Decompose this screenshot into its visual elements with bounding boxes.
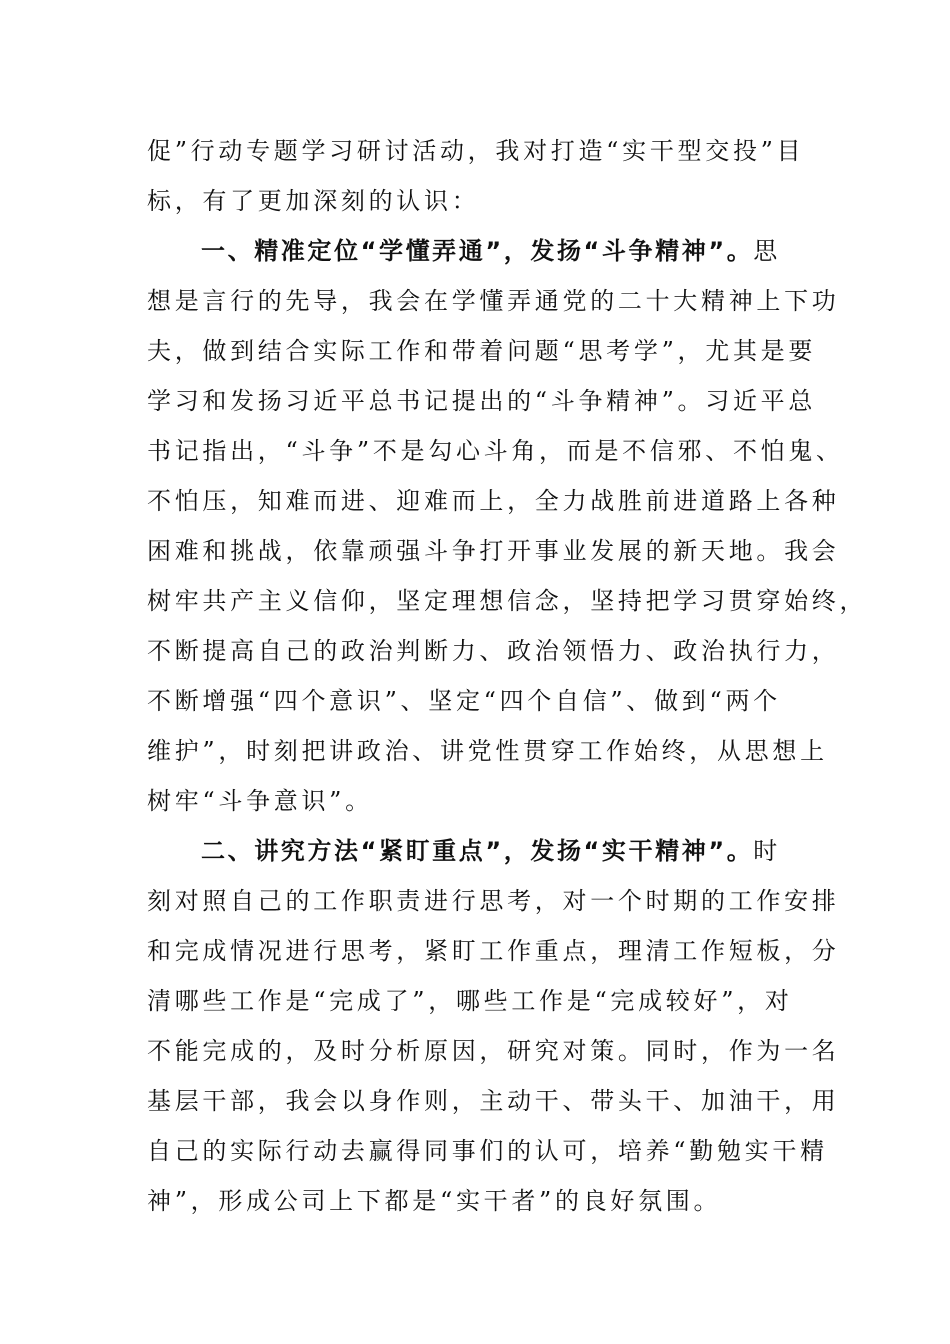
section1-line-3: 学习和发扬习近平总书记提出的“斗争精神”。习近平总 [147, 387, 817, 415]
section1-line-7: 树牢共产主义信仰，坚定理想信念，坚持把学习贯穿始终， [147, 587, 868, 615]
section2-line-2: 和完成情况进行思考，紧盯工作重点，理清工作短板，分 [147, 937, 840, 965]
section1-line-1: 想是言行的先导，我会在学懂弄通党的二十大精神上下功 [147, 287, 840, 315]
section1-first-line [201, 236, 781, 266]
section2-line-3: 清哪些工作是“完成了”，哪些工作是“完成较好”，对 [147, 987, 793, 1015]
section1-line-6: 困难和挑战，依靠顽强斗争打开事业发展的新天地。我会 [147, 537, 840, 565]
section2-line-1: 刻对照自己的工作职责进行思考，对一个时期的工作安排 [147, 887, 840, 915]
section1-line-11: 树牢“斗争意识”。 [147, 787, 373, 815]
section2-line-4: 不能完成的，及时分析原因，研究对策。同时，作为一名 [147, 1037, 840, 1065]
section1-line-9: 不断增强“四个意识”、坚定“四个自信”、做到“两个 [147, 687, 781, 715]
section2-line-7: 神”，形成公司上下都是“实干者”的良好氛围。 [147, 1187, 722, 1215]
section1-first-line-tail: 思 [753, 237, 781, 265]
section2-line-6: 自己的实际行动去赢得同事们的认可，培养“勤勉实干精 [147, 1137, 828, 1165]
section2-heading: 二、讲究方法“紧盯重点”，发扬“实干精神”。 [201, 837, 754, 865]
section1-line-4: 书记指出，“斗争”不是勾心斗角，而是不信邪、不怕鬼、 [147, 437, 844, 465]
section2-first-line-tail: 时 [753, 837, 781, 865]
intro-line-2: 标，有了更加深刻的认识： [147, 187, 480, 215]
section1-line-5: 不怕压，知难而进、迎难而上，全力战胜前进道路上各种 [147, 487, 840, 515]
section1-line-10: 维护”，时刻把讲政治、讲党性贯穿工作始终，从思想上 [147, 737, 828, 765]
section2-first-line [201, 836, 781, 866]
section1-heading: 一、精准定位“学懂弄通”，发扬“斗争精神”。 [201, 237, 754, 265]
section1-line-2: 夫，做到结合实际工作和带着问题“思考学”，尤其是要 [147, 337, 817, 365]
section2-line-5: 基层干部，我会以身作则，主动干、带头干、加油干，用 [147, 1087, 840, 1115]
intro-line-1: 促”行动专题学习研讨活动，我对打造“实干型交投”目 [147, 137, 805, 165]
section1-line-8: 不断提高自己的政治判断力、政治领悟力、政治执行力， [147, 637, 840, 665]
